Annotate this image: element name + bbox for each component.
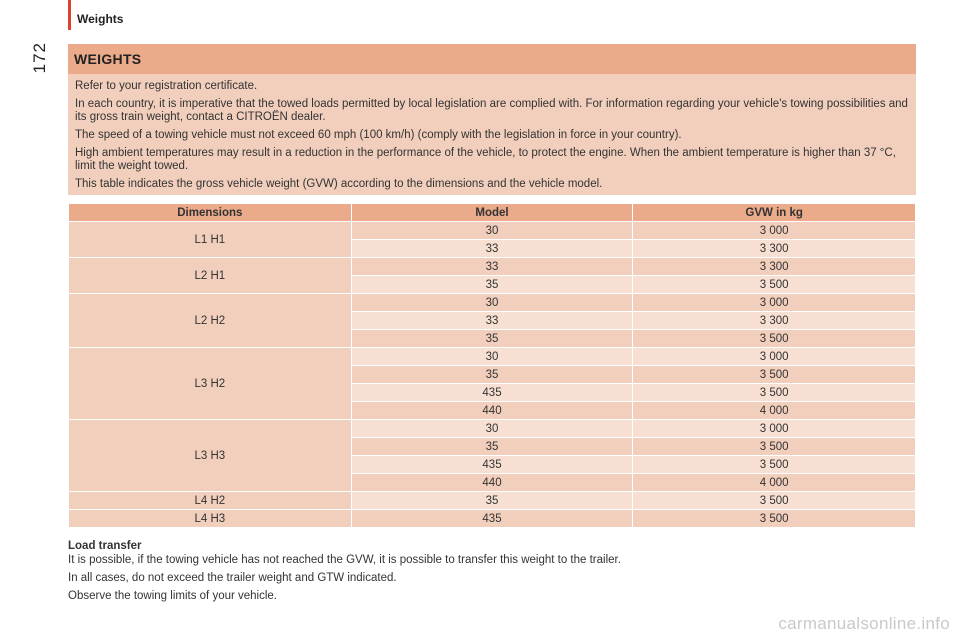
model-cell: 440 xyxy=(351,402,633,420)
model-cell: 35 xyxy=(351,492,633,510)
gvw-cell: 3 500 xyxy=(633,492,916,510)
gvw-cell: 3 500 xyxy=(633,384,916,402)
dimension-cell: L4 H3 xyxy=(69,510,352,528)
model-cell: 435 xyxy=(351,510,633,528)
weights-info-box xyxy=(68,44,916,195)
gvw-cell: 3 500 xyxy=(633,330,916,348)
weights-heading: WEIGHTS xyxy=(68,44,916,74)
gvw-table xyxy=(68,203,916,528)
model-cell: 30 xyxy=(351,222,633,240)
info-paragraph: High ambient temperatures may result in a reduction in the performance of the vehicle, to protect the engine. When the ambient temperature is higher than 37 °C, limit the weight towed. xyxy=(75,147,896,172)
column-header-model: Model xyxy=(351,204,633,222)
info-paragraph: This table indicates the gross vehicle weight (GVW) according to the dimensions and the vehicle model. xyxy=(75,178,603,190)
load-transfer-paragraph: In all cases, do not exceed the trailer weight and GTW indicated. xyxy=(68,572,397,584)
page-number: 172 xyxy=(30,42,49,74)
watermark: carmanualsonline.info xyxy=(778,614,950,633)
dimension-cell: L3 H2 xyxy=(69,348,352,420)
gvw-cell: 4 000 xyxy=(633,402,916,420)
dimension-cell: L3 H3 xyxy=(69,420,352,492)
info-paragraph: The speed of a towing vehicle must not exceed 60 mph (100 km/h) (comply with the legislation in force in your country). xyxy=(75,129,682,141)
column-header-dimensions: Dimensions xyxy=(69,204,352,222)
table-row xyxy=(69,294,916,312)
table-row xyxy=(69,348,916,366)
gvw-cell: 3 300 xyxy=(633,258,916,276)
gvw-cell: 3 000 xyxy=(633,294,916,312)
dimension-cell: L2 H2 xyxy=(69,294,352,348)
gvw-cell: 3 500 xyxy=(633,276,916,294)
load-transfer-title: Load transfer xyxy=(68,540,142,552)
model-cell: 440 xyxy=(351,474,633,492)
section-marker-bar xyxy=(68,0,71,30)
weights-info-text xyxy=(68,74,916,191)
gvw-cell: 3 000 xyxy=(633,420,916,438)
table-row xyxy=(69,510,916,528)
gvw-cell: 3 000 xyxy=(633,222,916,240)
info-paragraph: In each country, it is imperative that the towed loads permitted by local legislation are complied with. For information regarding your vehicle's towing possibilities and its gross train weight, contact a CITROËN dealer. xyxy=(75,98,908,123)
table-header-row xyxy=(69,204,916,222)
table-row xyxy=(69,492,916,510)
table-row xyxy=(69,222,916,240)
dimension-cell: L2 H1 xyxy=(69,258,352,294)
table-row xyxy=(69,258,916,276)
gvw-cell: 3 500 xyxy=(633,366,916,384)
section-title: Weights xyxy=(77,12,124,26)
model-cell: 35 xyxy=(351,276,633,294)
gvw-cell: 3 500 xyxy=(633,510,916,528)
info-paragraph: Refer to your registration certificate. xyxy=(75,80,258,92)
gvw-cell: 3 000 xyxy=(633,348,916,366)
model-cell: 33 xyxy=(351,258,633,276)
gvw-cell: 3 500 xyxy=(633,456,916,474)
dimension-cell: L1 H1 xyxy=(69,222,352,258)
column-header-gvw: GVW in kg xyxy=(633,204,916,222)
model-cell: 30 xyxy=(351,294,633,312)
model-cell: 35 xyxy=(351,366,633,384)
gvw-cell: 3 500 xyxy=(633,438,916,456)
table-body xyxy=(69,222,916,528)
dimension-cell: L4 H2 xyxy=(69,492,352,510)
gvw-cell: 3 300 xyxy=(633,240,916,258)
model-cell: 33 xyxy=(351,312,633,330)
model-cell: 30 xyxy=(351,348,633,366)
gvw-cell: 3 300 xyxy=(633,312,916,330)
model-cell: 30 xyxy=(351,420,633,438)
table-row xyxy=(69,420,916,438)
model-cell: 435 xyxy=(351,456,633,474)
load-transfer-section xyxy=(68,540,918,608)
model-cell: 35 xyxy=(351,330,633,348)
model-cell: 435 xyxy=(351,384,633,402)
model-cell: 33 xyxy=(351,240,633,258)
model-cell: 35 xyxy=(351,438,633,456)
gvw-cell: 4 000 xyxy=(633,474,916,492)
load-transfer-paragraph: Observe the towing limits of your vehicle. xyxy=(68,590,278,602)
load-transfer-paragraph: It is possible, if the towing vehicle has not reached the GVW, it is possible to transfer this weight to the trailer. xyxy=(68,554,621,566)
